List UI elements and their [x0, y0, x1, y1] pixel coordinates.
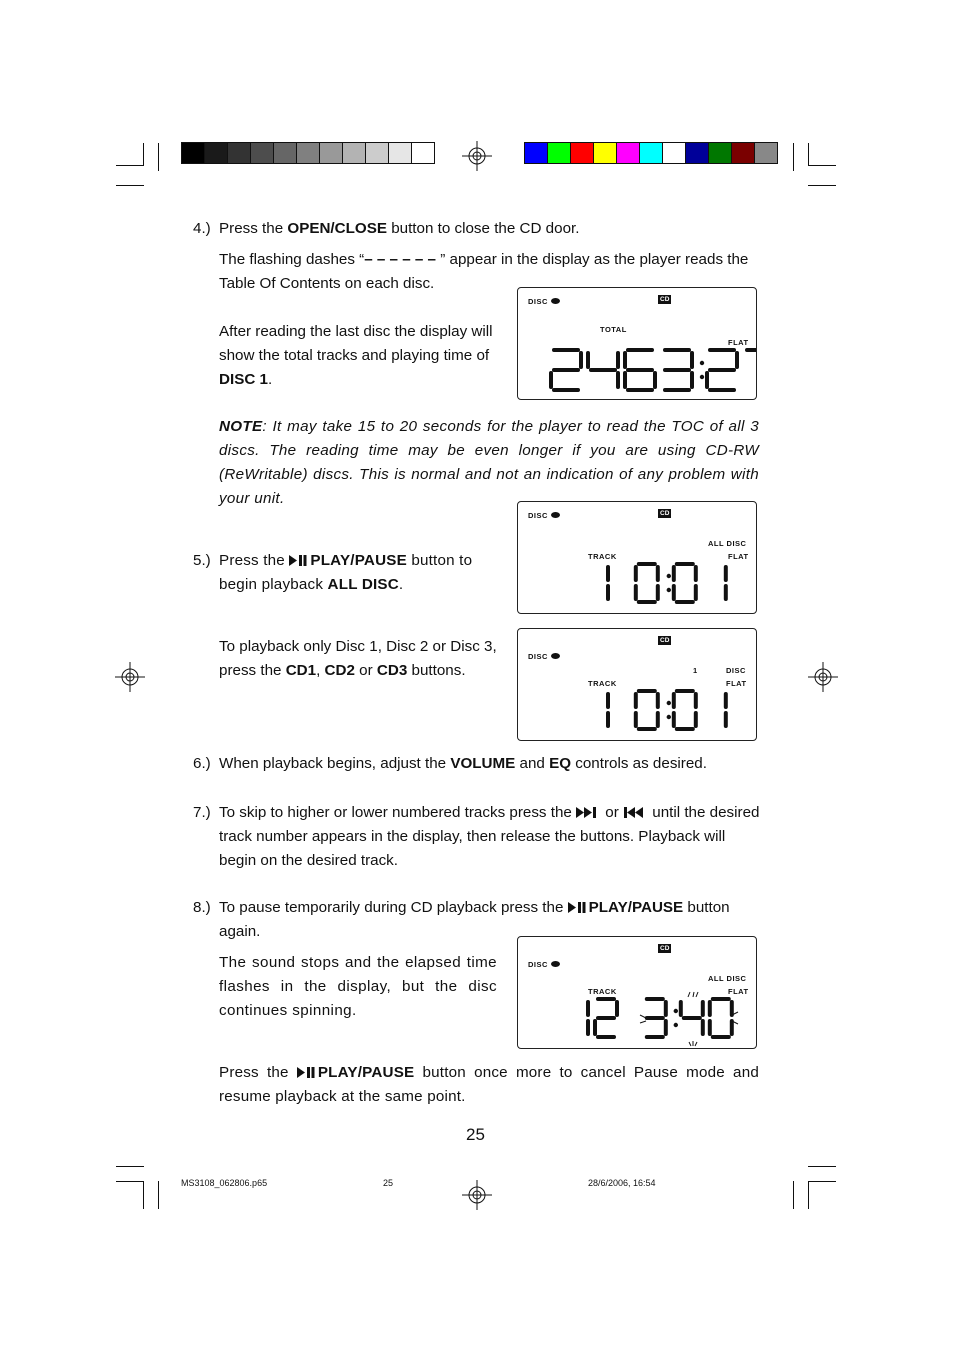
text: press the [219, 662, 286, 679]
text: show the total tracks and playing time of [219, 347, 490, 364]
text: To skip to higher or lower numbered tracks press the [219, 804, 577, 821]
text: controls as desired. [571, 755, 707, 772]
lcd-display-paused [517, 936, 757, 1049]
text: and [515, 755, 550, 772]
color-swatch [662, 143, 685, 163]
track-label: TRACK [588, 552, 617, 561]
disc-word-label: DISC [726, 666, 746, 675]
step-5-number: 5.) [193, 552, 211, 569]
text: button to [406, 552, 473, 569]
text: until the desired [648, 804, 760, 821]
step-5-line [219, 549, 497, 597]
lcd-colon [667, 574, 671, 578]
text: Table Of Contents on each disc. [219, 275, 435, 292]
lcd-colon [700, 361, 704, 365]
text: ” appear in the display as the player reads the [436, 251, 749, 268]
lcd-display-total [517, 287, 757, 400]
color-swatch [182, 143, 204, 163]
all-disc-label: ALL DISC [708, 539, 747, 548]
color-swatch [525, 143, 547, 163]
text: button once more to cancel Pause mode and resume playback at the same point. [219, 1064, 760, 1105]
registration-mark-icon [462, 1180, 492, 1210]
text: . [267, 371, 273, 388]
cd2-label: CD2 [324, 662, 355, 679]
note-label: NOTE [219, 418, 263, 435]
text: button [683, 899, 730, 916]
text: , [316, 662, 325, 679]
color-swatch [731, 143, 754, 163]
color-swatch [227, 143, 250, 163]
track-label: TRACK [588, 987, 617, 996]
footer-page: 25 [383, 1178, 394, 1188]
segment-digits [518, 502, 756, 613]
disc-select-paragraph [219, 635, 497, 683]
text: begin on the desired track. [219, 852, 398, 869]
text: begin playback [219, 576, 328, 593]
all-disc-label: ALL DISC [327, 576, 399, 593]
play-pause-icon [297, 1067, 315, 1078]
skip-forward-icon [576, 807, 598, 818]
cd3-label: CD3 [376, 662, 408, 679]
eq-label: EQ [549, 755, 572, 772]
cd-indicator: CD [660, 637, 670, 644]
text: track number appears in the display, then release the buttons. Playback will [219, 828, 726, 845]
registration-mark-icon [808, 662, 838, 692]
color-swatch [708, 143, 731, 163]
segment-digits [518, 288, 756, 399]
registration-mark-icon [462, 141, 492, 171]
segment-digits [518, 629, 756, 740]
flat-label: FLAT [728, 987, 749, 996]
text: Press the [219, 552, 290, 569]
footer-file: MS3108_062806.p65 [181, 1178, 268, 1188]
lcd-display-disc-2 [517, 628, 757, 741]
text: Press the [219, 1064, 297, 1081]
text: again. [219, 923, 261, 940]
flat-label: FLAT [728, 338, 749, 347]
text: . [398, 576, 404, 593]
skip-back-icon [623, 807, 645, 818]
cd-indicator: CD [660, 945, 670, 952]
registration-mark-icon [115, 662, 145, 692]
page-number: 25 [466, 1125, 485, 1144]
play-pause-label: PLAY/PAUSE [317, 1064, 415, 1081]
disc-label: DISC [528, 652, 560, 661]
color-swatch [250, 143, 273, 163]
play-pause-label: PLAY/PAUSE [588, 899, 684, 916]
note-text: : It may take 15 to 20 seconds for the player to read the TOC of all 3 discs. The reading time may be even longer if you are using CD-RW (ReWritable) discs. This is normal and not an indication of any problem with your unit. [219, 418, 759, 507]
cd1-label: CD1 [285, 662, 317, 679]
lcd-colon [700, 375, 704, 379]
step-4-line [219, 217, 579, 241]
text: To playback only Disc 1, Disc 2 or Disc 3, [219, 638, 497, 655]
step-7-number: 7.) [193, 804, 211, 821]
color-swatch [388, 143, 411, 163]
disc-label: DISC [528, 297, 560, 306]
flat-label: FLAT [728, 552, 749, 561]
disc-label: DISC [528, 960, 560, 969]
step-4-number: 4.) [193, 220, 211, 237]
all-disc-label: ALL DISC [708, 974, 747, 983]
play-pause-icon [568, 902, 586, 913]
total-label: TOTAL [600, 325, 627, 334]
color-swatch [273, 143, 296, 163]
lcd-display-all-disc [517, 501, 757, 614]
color-swatch [593, 143, 616, 163]
color-swatch [204, 143, 227, 163]
color-swatch [342, 143, 365, 163]
step-8-number: 8.) [193, 899, 211, 916]
note-paragraph [219, 415, 759, 511]
color-swatch [547, 143, 570, 163]
color-bar [524, 142, 778, 164]
text: or [354, 662, 377, 679]
text: or [601, 804, 624, 821]
disc-1-label: DISC 1 [219, 371, 268, 388]
footer-date: 28/6/2006, 16:54 [588, 1178, 656, 1188]
grayscale-bar [181, 142, 435, 164]
color-swatch [296, 143, 319, 163]
track-label: TRACK [588, 679, 617, 688]
color-swatch [616, 143, 639, 163]
play-pause-icon [289, 555, 307, 566]
disc-number: 1 [693, 666, 698, 675]
flash-indicator-icon [518, 937, 756, 1048]
color-swatch [570, 143, 593, 163]
flat-label: FLAT [726, 679, 747, 688]
step-6-line [219, 752, 707, 776]
disc-label: DISC [528, 511, 560, 520]
text: button to close the CD door. [386, 220, 580, 237]
step-7-paragraph [219, 801, 759, 873]
text: When playback begins, adjust the [219, 755, 451, 772]
lcd-colon [667, 701, 671, 705]
volume-label: VOLUME [450, 755, 516, 772]
text: buttons. [407, 662, 466, 679]
open-close-label: OPEN/CLOSE [287, 220, 387, 237]
dashes: – – – – – – [364, 251, 436, 268]
color-swatch [319, 143, 342, 163]
lcd-colon [667, 715, 671, 719]
play-pause-label: PLAY/PAUSE [310, 552, 407, 569]
lcd-colon [667, 588, 671, 592]
text: After reading the last disc the display will [219, 323, 493, 340]
text: The flashing dashes “ [219, 251, 365, 268]
color-swatch [365, 143, 388, 163]
text: Press the [219, 220, 288, 237]
after-reading-paragraph [219, 320, 493, 392]
resume-paragraph [219, 1061, 759, 1109]
color-swatch [411, 143, 434, 163]
sound-stops-paragraph: The sound stops and the elapsed time flashes in the display, but the disc continues spinning. [219, 954, 497, 1019]
color-swatch [639, 143, 662, 163]
cd-indicator: CD [660, 296, 670, 303]
step-6-number: 6.) [193, 755, 211, 772]
cd-indicator: CD [660, 510, 670, 517]
text: To pause temporarily during CD playback press the [219, 899, 568, 916]
color-swatch [754, 143, 777, 163]
color-swatch [685, 143, 708, 163]
